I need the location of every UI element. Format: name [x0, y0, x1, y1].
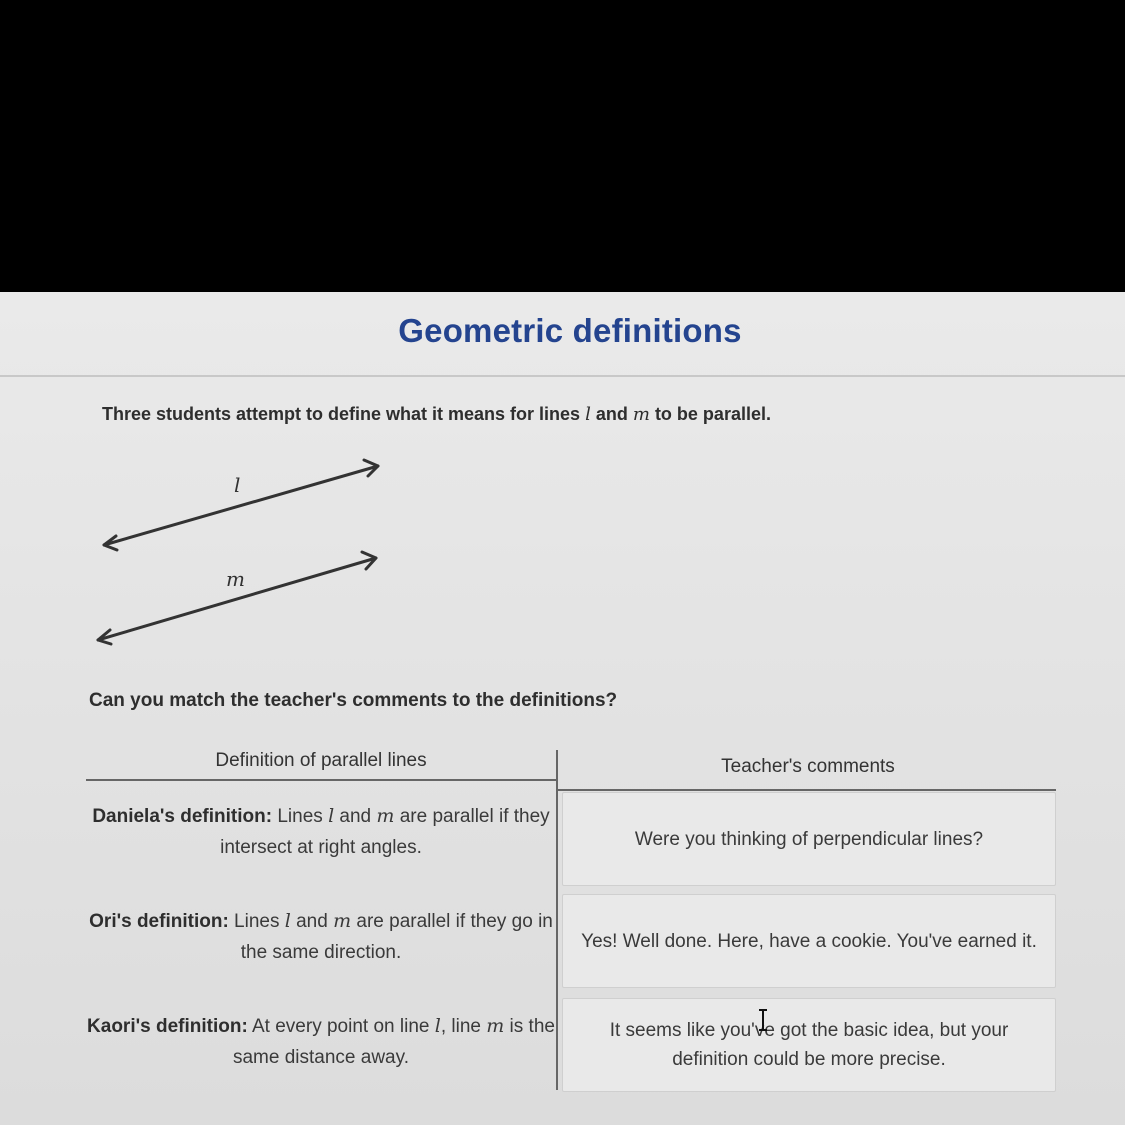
prompt-var-l: l	[585, 404, 591, 425]
definition-var-m: m	[486, 1015, 505, 1037]
parallel-lines-diagram	[90, 452, 400, 652]
definition-text: are parallel if they intersect at right angles.	[220, 806, 550, 858]
definition-author: Kaori's definition:	[87, 1016, 248, 1037]
definition-text: At every point on line	[247, 1016, 435, 1037]
definitions-header-rule	[86, 779, 556, 781]
definition-var-m: m	[376, 805, 395, 827]
definition-text: are parallel if they go in the same direction.	[240, 911, 553, 963]
label-l: l	[234, 473, 241, 497]
comment-card-precise[interactable]	[562, 998, 1056, 1092]
definitions-column-header: Definition of parallel lines	[215, 750, 427, 771]
definition-kaori	[86, 1011, 556, 1073]
column-divider	[556, 750, 558, 1090]
definition-var-m: m	[333, 910, 352, 932]
definition-text: and	[290, 911, 334, 932]
prompt-var-m: m	[632, 404, 650, 425]
comment-text: Yes! Well done. Here, have a cookie. You've earned it.	[581, 930, 1037, 952]
definition-var-l: l	[434, 1015, 441, 1037]
match-question: Can you match the teacher's comments to the definitions?	[89, 690, 618, 711]
comments-header-rule	[558, 789, 1056, 791]
definition-text: Lines	[228, 911, 285, 932]
definition-text: , line	[440, 1016, 487, 1037]
comment-text: It seems like you've got the basic idea, but your definition could be more precise.	[609, 1020, 1009, 1070]
comments-column-header: Teacher's comments	[721, 756, 895, 777]
definition-text: Lines	[272, 806, 329, 827]
definition-daniela	[86, 801, 556, 863]
problem-prompt	[102, 404, 771, 425]
prompt-text-3: to be parallel.	[649, 404, 771, 424]
definition-var-l: l	[284, 910, 291, 932]
label-m: m	[226, 567, 245, 591]
page-title: Geometric definitions	[398, 312, 742, 349]
title-divider	[0, 375, 1125, 377]
exercise-screen	[0, 292, 1125, 1125]
comment-text: Were you thinking of perpendicular lines?	[634, 828, 984, 850]
prompt-text-1: Three students attempt to define what it means for lines	[102, 404, 586, 424]
definition-author: Ori's definition:	[89, 911, 229, 932]
comment-card-perpendicular[interactable]	[562, 792, 1056, 886]
text-cursor-icon	[757, 1008, 769, 1032]
definition-text: is the same distance away.	[232, 1016, 555, 1068]
definition-var-l: l	[328, 805, 335, 827]
comment-card-cookie[interactable]	[562, 894, 1056, 988]
line-l	[104, 466, 378, 545]
definition-ori	[86, 906, 556, 968]
definition-text: and	[334, 806, 377, 827]
prompt-text-2: and	[590, 404, 633, 424]
definition-author: Daniela's definition:	[92, 806, 273, 827]
